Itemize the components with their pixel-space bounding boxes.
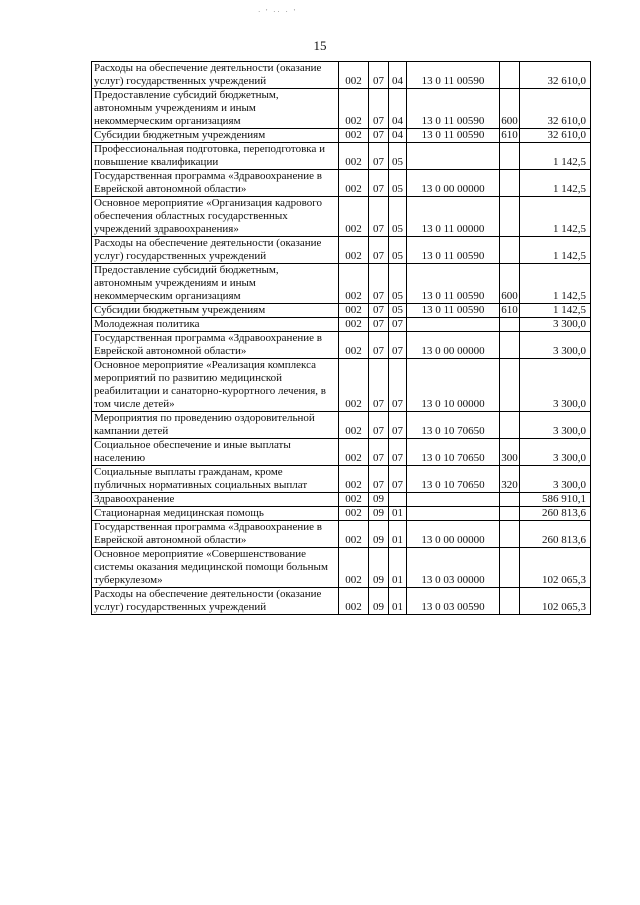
target-article-cell: 13 0 11 00590	[407, 264, 500, 304]
scan-marks: · ' ·· · '	[258, 8, 297, 16]
section-code-cell: 07	[369, 439, 389, 466]
section-code-cell: 07	[369, 197, 389, 237]
subsection-code-cell: 05	[389, 237, 407, 264]
expense-type-cell: 300	[500, 439, 520, 466]
section-code-cell: 09	[369, 521, 389, 548]
expense-type-cell: 600	[500, 89, 520, 129]
amount-cell: 3 300,0	[520, 318, 591, 332]
row-name-cell: Здравоохранение	[92, 493, 339, 507]
row-name-cell: Государственная программа «Здравоохранение в Еврейской автономной области»	[92, 170, 339, 197]
table-row	[92, 143, 591, 170]
row-name-cell: Расходы на обеспечение деятельности (оказание услуг) государственных учреждений	[92, 62, 339, 89]
ministry-code-cell: 002	[339, 507, 369, 521]
row-name-cell: Основное мероприятие «Реализация комплекса мероприятий по развитию медицинской реабилитации и санаторно-курортного лечения, в том числе детей»	[92, 359, 339, 412]
amount-cell: 1 142,5	[520, 170, 591, 197]
subsection-code-cell: 01	[389, 521, 407, 548]
row-name-cell: Основное мероприятие «Организация кадрового обеспечения областных государственных учреждений здравоохранения»	[92, 197, 339, 237]
section-code-cell: 07	[369, 264, 389, 304]
amount-cell: 3 300,0	[520, 359, 591, 412]
amount-cell: 3 300,0	[520, 439, 591, 466]
page-number: 15	[313, 38, 327, 53]
target-article-cell	[407, 493, 500, 507]
target-article-cell: 13 0 11 00590	[407, 304, 500, 318]
amount-cell: 3 300,0	[520, 412, 591, 439]
subsection-code-cell: 04	[389, 129, 407, 143]
row-name-cell: Профессиональная подготовка, переподготовка и повышение квалификации	[92, 143, 339, 170]
expense-type-cell	[500, 412, 520, 439]
table-row	[92, 466, 591, 493]
section-code-cell: 07	[369, 170, 389, 197]
ministry-code-cell: 002	[339, 332, 369, 359]
row-name-cell: Основное мероприятие «Совершенствование системы оказания медицинской помощи больным туберкулезом»	[92, 548, 339, 588]
target-article-cell: 13 0 00 00000	[407, 332, 500, 359]
target-article-cell: 13 0 11 00000	[407, 197, 500, 237]
ministry-code-cell: 002	[339, 264, 369, 304]
budget-table	[91, 61, 591, 615]
table-row	[92, 359, 591, 412]
subsection-code-cell: 01	[389, 588, 407, 615]
target-article-cell	[407, 507, 500, 521]
row-name-cell: Социальные выплаты гражданам, кроме публичных нормативных социальных выплат	[92, 466, 339, 493]
row-name-cell: Расходы на обеспечение деятельности (оказание услуг) государственных учреждений	[92, 588, 339, 615]
table-row	[92, 62, 591, 89]
section-code-cell: 09	[369, 493, 389, 507]
expense-type-cell	[500, 62, 520, 89]
amount-cell: 1 142,5	[520, 237, 591, 264]
expense-type-cell	[500, 507, 520, 521]
ministry-code-cell: 002	[339, 548, 369, 588]
amount-cell: 1 142,5	[520, 197, 591, 237]
table-row	[92, 237, 591, 264]
table-row	[92, 548, 591, 588]
target-article-cell: 13 0 10 00000	[407, 359, 500, 412]
amount-cell: 586 910,1	[520, 493, 591, 507]
ministry-code-cell: 002	[339, 412, 369, 439]
ministry-code-cell: 002	[339, 143, 369, 170]
row-name-cell: Государственная программа «Здравоохранение в Еврейской автономной области»	[92, 332, 339, 359]
subsection-code-cell: 05	[389, 197, 407, 237]
table-row	[92, 332, 591, 359]
table-row	[92, 129, 591, 143]
table-row	[92, 304, 591, 318]
amount-cell: 1 142,5	[520, 143, 591, 170]
target-article-cell: 13 0 00 00000	[407, 170, 500, 197]
ministry-code-cell: 002	[339, 318, 369, 332]
row-name-cell: Предоставление субсидий бюджетным, автономным учреждениям и иным некоммерческим организациям	[92, 264, 339, 304]
ministry-code-cell: 002	[339, 493, 369, 507]
subsection-code-cell: 04	[389, 62, 407, 89]
table-row	[92, 493, 591, 507]
row-name-cell: Субсидии бюджетным учреждениям	[92, 129, 339, 143]
amount-cell: 1 142,5	[520, 304, 591, 318]
ministry-code-cell: 002	[339, 129, 369, 143]
section-code-cell: 07	[369, 332, 389, 359]
target-article-cell: 13 0 10 70650	[407, 466, 500, 493]
ministry-code-cell: 002	[339, 466, 369, 493]
table-row	[92, 521, 591, 548]
target-article-cell	[407, 143, 500, 170]
table-row	[92, 588, 591, 615]
target-article-cell: 13 0 00 00000	[407, 521, 500, 548]
expense-type-cell	[500, 197, 520, 237]
expense-type-cell	[500, 143, 520, 170]
amount-cell: 102 065,3	[520, 548, 591, 588]
amount-cell: 102 065,3	[520, 588, 591, 615]
section-code-cell: 07	[369, 466, 389, 493]
section-code-cell: 07	[369, 89, 389, 129]
amount-cell: 260 813,6	[520, 507, 591, 521]
target-article-cell: 13 0 11 00590	[407, 89, 500, 129]
subsection-code-cell: 05	[389, 304, 407, 318]
amount-cell: 260 813,6	[520, 521, 591, 548]
table-row	[92, 412, 591, 439]
budget-table-body	[92, 62, 591, 615]
subsection-code-cell: 07	[389, 332, 407, 359]
target-article-cell: 13 0 03 00000	[407, 548, 500, 588]
table-row	[92, 89, 591, 129]
ministry-code-cell: 002	[339, 304, 369, 318]
target-article-cell: 13 0 11 00590	[407, 62, 500, 89]
section-code-cell: 07	[369, 359, 389, 412]
ministry-code-cell: 002	[339, 197, 369, 237]
row-name-cell: Молодежная политика	[92, 318, 339, 332]
row-name-cell: Предоставление субсидий бюджетным, автономным учреждениям и иным некоммерческим организациям	[92, 89, 339, 129]
expense-type-cell: 320	[500, 466, 520, 493]
section-code-cell: 07	[369, 304, 389, 318]
subsection-code-cell: 07	[389, 466, 407, 493]
target-article-cell: 13 0 11 00590	[407, 237, 500, 264]
row-name-cell: Расходы на обеспечение деятельности (оказание услуг) государственных учреждений	[92, 237, 339, 264]
row-name-cell: Мероприятия по проведению оздоровительной кампании детей	[92, 412, 339, 439]
section-code-cell: 07	[369, 143, 389, 170]
section-code-cell: 07	[369, 412, 389, 439]
amount-cell: 32 610,0	[520, 62, 591, 89]
row-name-cell: Государственная программа «Здравоохранение в Еврейской автономной области»	[92, 521, 339, 548]
target-article-cell: 13 0 03 00590	[407, 588, 500, 615]
target-article-cell: 13 0 10 70650	[407, 439, 500, 466]
target-article-cell	[407, 318, 500, 332]
section-code-cell: 07	[369, 62, 389, 89]
row-name-cell: Социальное обеспечение и иные выплаты населению	[92, 439, 339, 466]
subsection-code-cell: 07	[389, 318, 407, 332]
amount-cell: 32 610,0	[520, 89, 591, 129]
table-row	[92, 439, 591, 466]
target-article-cell: 13 0 11 00590	[407, 129, 500, 143]
expense-type-cell	[500, 493, 520, 507]
subsection-code-cell	[389, 493, 407, 507]
expense-type-cell	[500, 548, 520, 588]
expense-type-cell	[500, 521, 520, 548]
expense-type-cell: 610	[501, 304, 518, 316]
amount-cell: 3 300,0	[520, 466, 591, 493]
ministry-code-cell: 002	[339, 439, 369, 466]
table-row	[92, 170, 591, 197]
ministry-code-cell: 002	[339, 89, 369, 129]
ministry-code-cell: 002	[339, 62, 369, 89]
ministry-code-cell: 002	[339, 237, 369, 264]
subsection-code-cell: 04	[389, 89, 407, 129]
table-row	[92, 507, 591, 521]
expense-type-cell: 610	[501, 129, 518, 141]
expense-type-cell	[500, 318, 520, 332]
table-row	[92, 264, 591, 304]
subsection-code-cell: 05	[389, 264, 407, 304]
ministry-code-cell: 002	[339, 170, 369, 197]
ministry-code-cell: 002	[339, 521, 369, 548]
table-row	[92, 318, 591, 332]
section-code-cell: 07	[369, 237, 389, 264]
subsection-code-cell: 05	[389, 143, 407, 170]
expense-type-cell	[500, 588, 520, 615]
row-name-cell: Субсидии бюджетным учреждениям	[92, 304, 339, 318]
subsection-code-cell: 07	[389, 359, 407, 412]
subsection-code-cell: 01	[389, 548, 407, 588]
section-code-cell: 09	[369, 548, 389, 588]
amount-cell: 3 300,0	[520, 332, 591, 359]
section-code-cell: 09	[369, 588, 389, 615]
expense-type-cell	[500, 237, 520, 264]
subsection-code-cell: 07	[389, 439, 407, 466]
amount-cell: 1 142,5	[520, 264, 591, 304]
row-name-cell: Стационарная медицинская помощь	[92, 507, 339, 521]
target-article-cell: 13 0 10 70650	[407, 412, 500, 439]
section-code-cell: 07	[369, 318, 389, 332]
section-code-cell: 09	[369, 507, 389, 521]
subsection-code-cell: 05	[389, 170, 407, 197]
ministry-code-cell: 002	[339, 359, 369, 412]
amount-cell: 32 610,0	[520, 129, 591, 143]
ministry-code-cell: 002	[339, 588, 369, 615]
subsection-code-cell: 01	[389, 507, 407, 521]
expense-type-cell: 600	[500, 264, 520, 304]
expense-type-cell	[500, 332, 520, 359]
expense-type-cell	[500, 170, 520, 197]
table-row	[92, 197, 591, 237]
section-code-cell: 07	[369, 129, 389, 143]
subsection-code-cell: 07	[389, 412, 407, 439]
expense-type-cell	[500, 359, 520, 412]
